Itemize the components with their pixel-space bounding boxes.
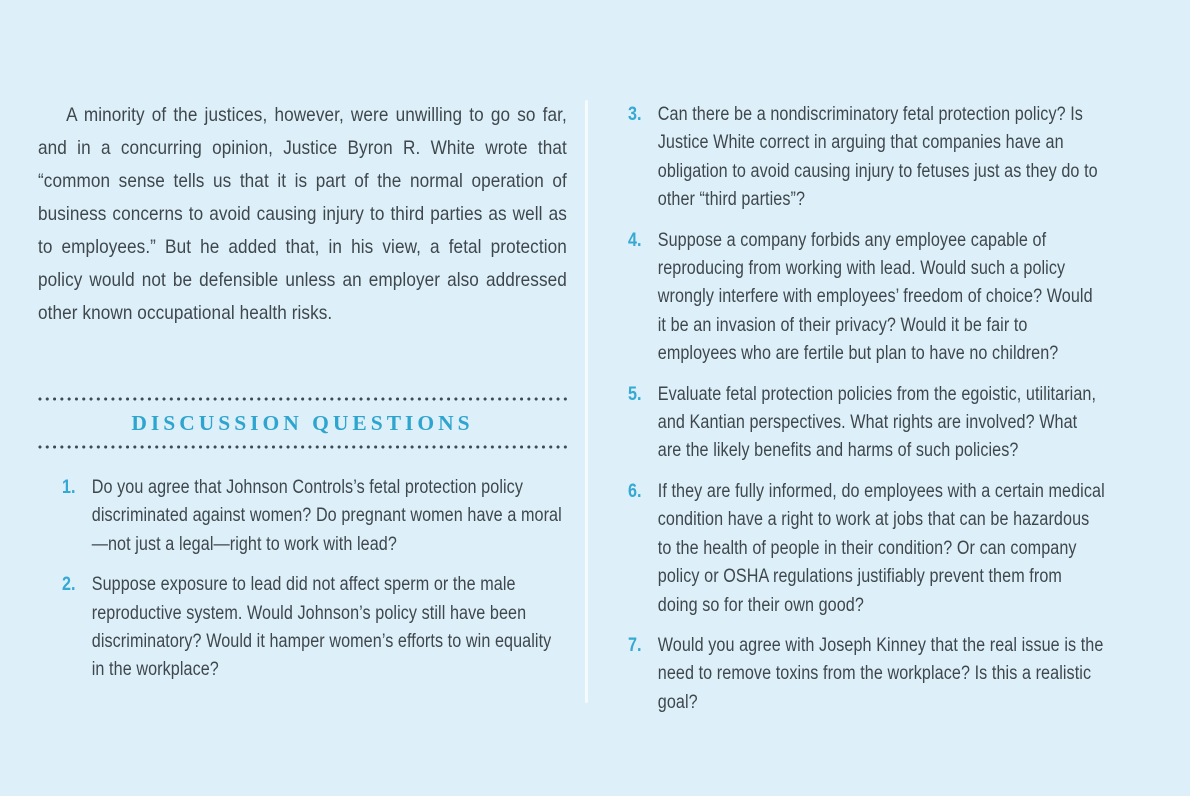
question-item-6 bbox=[628, 478, 1105, 620]
section-heading: DISCUSSION QUESTIONS bbox=[131, 411, 474, 435]
question-text: If they are fully informed, do employees with a certain medical condition have a right to work at jobs that can be hazardous to the health of people in their condition? Or can company policy or OSHA regulations justifiably prevent them from doing so for their own good? bbox=[657, 480, 1105, 616]
question-item-5 bbox=[628, 381, 1105, 466]
questions-column-right bbox=[628, 101, 1105, 729]
question-item-1 bbox=[62, 474, 567, 559]
column-divider bbox=[585, 100, 588, 703]
question-item-4 bbox=[628, 227, 1105, 369]
question-text: Suppose exposure to lead did not affect sperm or the male reproductive system. Would Johnson’s policy still have been discriminatory? Would it hamper women’s efforts to win equality in the workplace? bbox=[91, 574, 552, 681]
question-item-3 bbox=[628, 101, 1105, 215]
discussion-questions-header bbox=[38, 397, 567, 449]
question-number: 3. bbox=[628, 104, 642, 125]
intro-paragraph: A minority of the justices, however, were unwilling to go so far, and in a concurring opinion, Justice Byron R. White wrote that “common sense tells us that it is part of the normal operation of business concerns to avoid causing injury to third parties as well as to employees.” But he added that, in his view, a fetal protection policy would not be defensible unless an employer also addressed other known occupational health risks. bbox=[38, 104, 567, 324]
questions-column-left bbox=[62, 474, 567, 697]
question-number: 1. bbox=[62, 477, 76, 498]
question-text: Evaluate fetal protection policies from the egoistic, utilitarian, and Kantian perspectives. What rights are involved? What are the likely benefits and harms of such policies? bbox=[657, 383, 1097, 462]
question-number: 7. bbox=[628, 634, 642, 656]
question-number: 4. bbox=[628, 229, 642, 251]
question-text: Do you agree that Johnson Controls’s fetal protection policy discriminated against women? Do pregnant women have a moral—not just a legal—right to work with lead? bbox=[91, 477, 562, 555]
question-text: Can there be a nondiscriminatory fetal protection policy? Is Justice White correct in arguing that companies have an obligation to avoid causing injury to fetuses just as they do to other “third parties”? bbox=[657, 104, 1098, 211]
question-text: Would you agree with Joseph Kinney that the real issue is the need to remove toxins from the workplace? Is this a realistic goal? bbox=[657, 634, 1104, 713]
question-item-2 bbox=[62, 571, 567, 685]
question-text: Suppose a company forbids any employee capable of reproducing from working with lead. Would such a policy wrongly interfere with employees’ freedom of choice? Would it be an invasion of their privacy? Would it be fair to employees who are fertile but plan to have no children? bbox=[657, 229, 1093, 365]
question-number: 2. bbox=[62, 574, 76, 596]
question-number: 6. bbox=[628, 480, 642, 502]
question-item-7 bbox=[628, 632, 1105, 717]
question-number: 5. bbox=[628, 383, 642, 405]
dotted-rule-bottom bbox=[38, 445, 567, 449]
intro-paragraph-block bbox=[38, 99, 567, 330]
